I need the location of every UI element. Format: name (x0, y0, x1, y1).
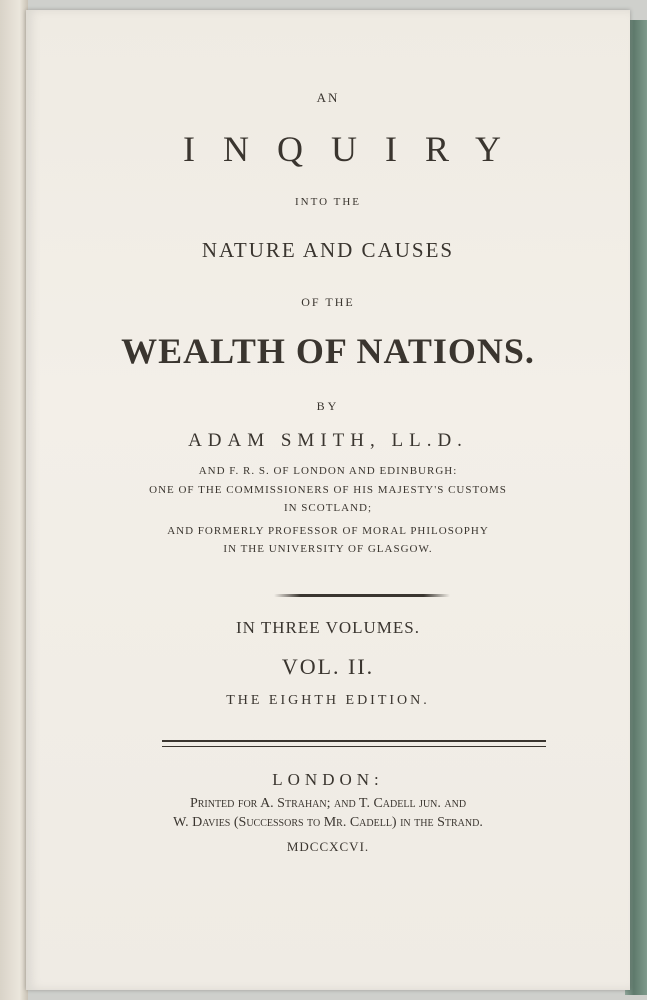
edition-statement: THE EIGHTH EDITION. (226, 693, 430, 708)
author-credential-4: AND FORMERLY PROFESSOR OF MORAL PHILOSOPHY (167, 525, 489, 537)
title-inquiry: INQUIRY (183, 129, 529, 169)
volume-number: VOL. II. (281, 654, 375, 679)
title-into-the: INTO THE (294, 196, 361, 208)
double-rule-top (162, 740, 546, 742)
imprint-line-1: Printed for A. Strahan; and T. Cadell jun. and (189, 796, 467, 811)
author-name: ADAM SMITH, LL.D. (188, 430, 468, 451)
double-rule-bottom (162, 746, 546, 747)
author-credential-5: IN THE UNIVERSITY OF GLASGOW. (223, 543, 433, 555)
ornamental-rule (274, 594, 450, 597)
imprint-line-2: W. Davies (Successors to Mr. Cadell) in the Strand. (173, 815, 483, 830)
title-of-the: OF THE (301, 295, 355, 309)
title-wealth-of-nations: WEALTH OF NATIONS. (121, 331, 535, 371)
title-nature-and-causes: NATURE AND CAUSES (201, 238, 455, 262)
byline-by: BY (316, 399, 340, 413)
volume-count: IN THREE VOLUMES. (235, 618, 420, 637)
author-credential-1: AND F. R. S. OF LONDON AND EDINBURGH: (198, 465, 458, 477)
imprint-date: MDCCXCVI. (286, 839, 370, 854)
imprint-city: LONDON: (272, 770, 384, 789)
title-article: AN (316, 90, 340, 105)
title-page (26, 10, 630, 990)
author-credential-3: IN SCOTLAND; (283, 502, 373, 514)
facing-leaf (0, 0, 28, 1000)
author-credential-2: ONE OF THE COMMISSIONERS OF HIS MAJESTY'S CUSTOMS (149, 484, 507, 496)
